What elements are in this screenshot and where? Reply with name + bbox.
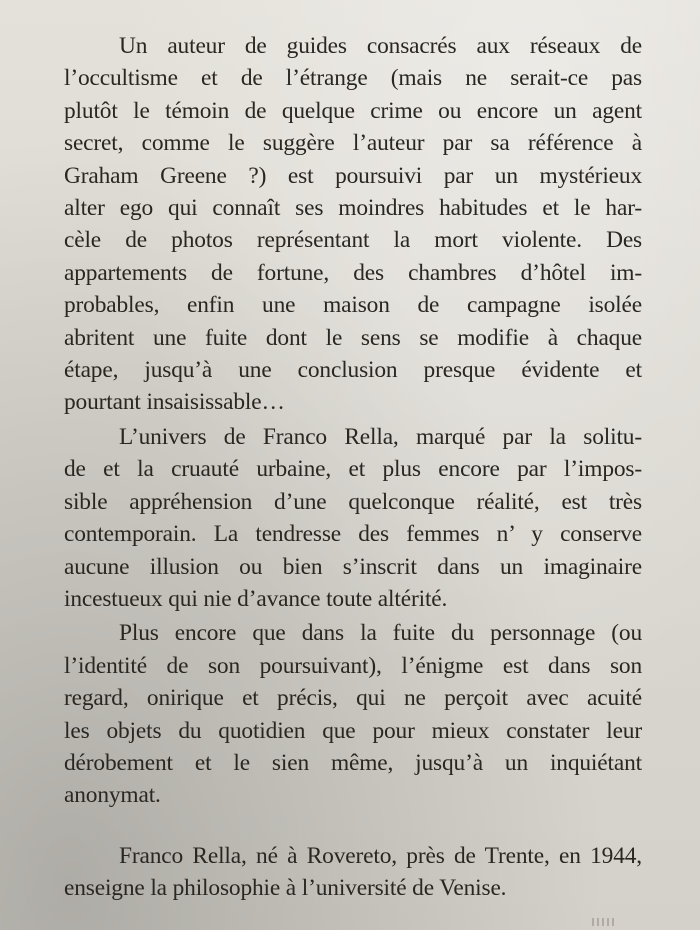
text-line: sible appréhension d’une quelconque réalité, est très xyxy=(64,488,642,515)
text-line: regard, onirique et précis, qui ne perçoit avec acuité xyxy=(64,685,642,712)
text-line: alter ego qui connaît ses moindres habitudes et le har- xyxy=(64,195,642,222)
paragraph-author-bio xyxy=(64,840,642,905)
text-line: L’univers de Franco Rella, marqué par la solitu- xyxy=(119,423,642,450)
text-line: Un auteur de guides consacrés aux réseaux de xyxy=(119,33,642,59)
page-edge-mark xyxy=(592,918,616,926)
text-line: étape, jusqu’à une conclusion presque évidente et xyxy=(64,357,642,384)
text-line: appartements de fortune, des chambres d’hôtel im- xyxy=(64,259,642,286)
text-line: secret, comme le suggère l’auteur par sa référence à xyxy=(64,130,642,157)
text-line: Graham Greene ?) est poursuivi par un mystérieux xyxy=(64,162,642,189)
text-line: incestueux qui nie d’avance toute altérité. xyxy=(64,585,448,612)
text-line: de et la cruauté urbaine, et plus encore par l’impos- xyxy=(64,456,642,483)
text-line: plutôt le témoin de quelque crime ou encore un agent xyxy=(64,97,642,124)
text-line: cèle de photos représentant la mort violente. Des xyxy=(64,227,642,254)
text-line: probables, enfin une maison de campagne isolée xyxy=(64,292,642,319)
text-line: pourtant insaisissable… xyxy=(64,389,285,416)
text-line: l’occultisme et de l’étrange (mais ne serait-ce pas xyxy=(64,65,642,92)
text-line: contemporain. La tendresse des femmes n’ y conserve xyxy=(64,521,642,548)
paragraph-universe xyxy=(64,421,642,615)
text-line: l’identité de son poursuivant), l’énigme est dans son xyxy=(64,652,642,679)
text-line: enseigne la philosophie à l’université de Venise. xyxy=(64,875,507,902)
text-line: dérobement et le sien même, jusqu’à un inquiétant xyxy=(64,749,642,776)
paragraph-enigma xyxy=(64,617,642,811)
text-line: anonymat. xyxy=(64,782,161,809)
section-spacer xyxy=(64,812,642,840)
paragraph-plot xyxy=(64,30,642,419)
text-line: Plus encore que dans la fuite du personnage (ou xyxy=(119,620,642,647)
book-page-text xyxy=(64,30,642,905)
text-line: les objets du quotidien que pour mieux constater leur xyxy=(64,717,642,744)
text-line: aucune illusion ou bien s’inscrit dans un imaginaire xyxy=(64,553,642,580)
text-line: abritent une fuite dont le sens se modifie à chaque xyxy=(64,324,642,351)
text-line: Franco Rella, né à Rovereto, près de Trente, en 1944, xyxy=(119,842,642,869)
